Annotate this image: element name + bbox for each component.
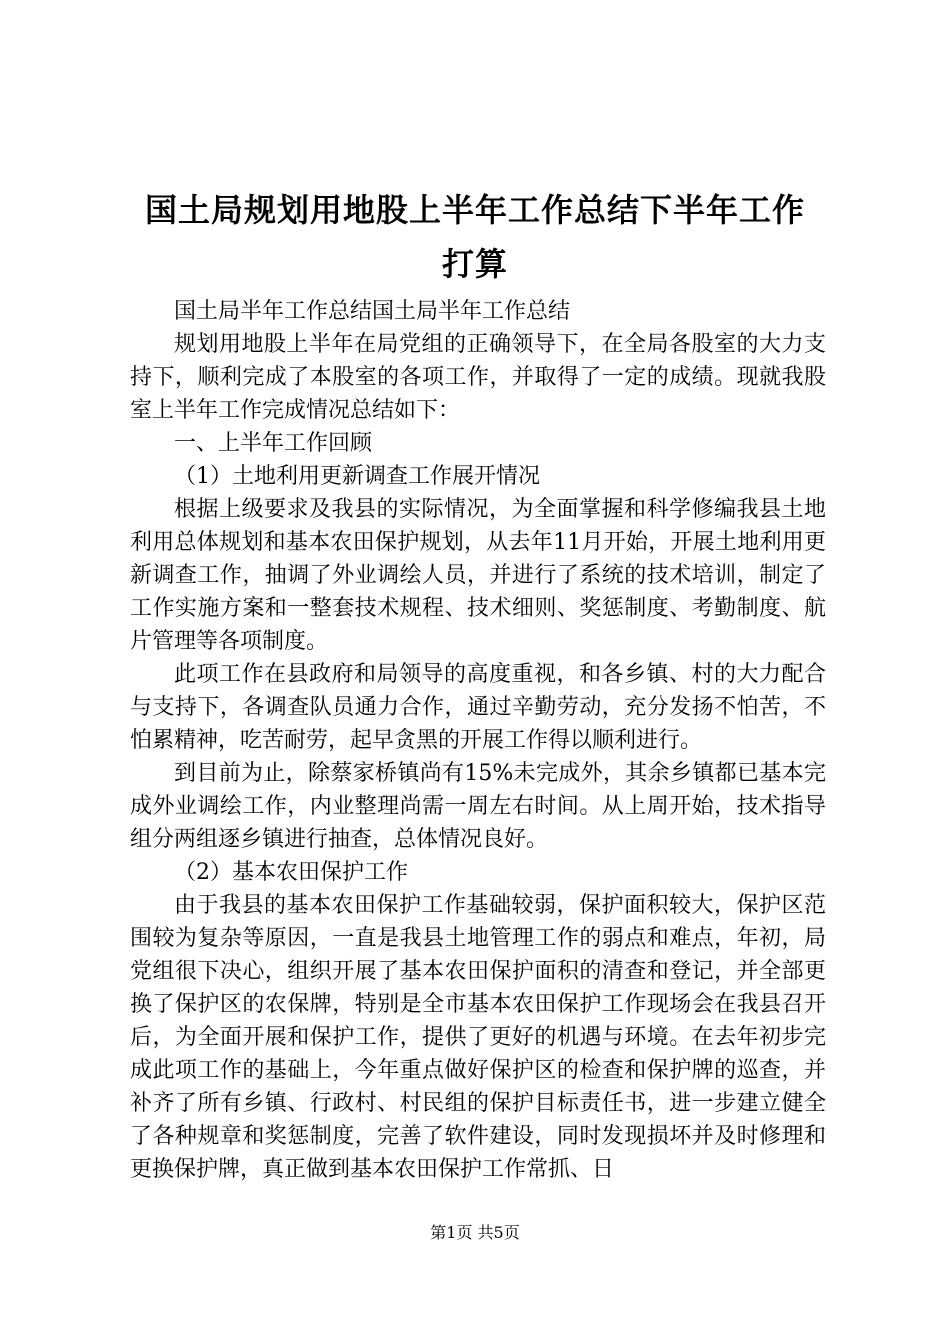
paragraph-farmland: 由于我县的基本农田保护工作基础较弱，保护面积较大，保护区范围较为复杂等原因，一直是我县土地管理工作的弱点和难点，年初，局党组很下决心，组织开展了基本农田保护面积的清查和登记，并全部更换了保护区的农保牌，特别是全市基本农田保护工作现场会在我县召开后，为全面开展和保护工作，提供了更好的机遇与环境。在去年初步完成此项工作的基础上，今年重点做好保护区的检查和保护牌的巡查，并补齐了所有乡镇、行政村、村民组的保护目标责任书，进一步建立健全了各种规章和奖惩制度，完善了软件建设，同时发现损坏并及时修理和更换保护牌，真正做到基本农田保护工作常抓、日 bbox=[130, 893, 826, 1182]
document-body bbox=[130, 295, 826, 1186]
page-footer: 第1页 共5页 bbox=[430, 1223, 520, 1242]
section-heading-review: 一、上半年工作回顾 bbox=[174, 431, 373, 456]
paragraph-land-survey: 根据上级要求及我县的实际情况，为全面掌握和科学修编我县土地利用总体规划和基本农田保护规划，从去年11月开始，开展土地利用更新调查工作，抽调了外业调绘人员，并进行了系统的技术培训，制定了工作实施方案和一整套技术规程、技术细则、奖惩制度、考勤制度、航片管理等各项制度。 bbox=[130, 497, 826, 654]
title-line-2: 打算 bbox=[441, 245, 508, 283]
paragraph-intro: 国土局半年工作总结国土局半年工作总结 bbox=[174, 299, 571, 324]
paragraph-progress: 到目前为止，除蔡家桥镇尚有15%未完成外，其余乡镇都已基本完成外业调绘工作，内业整理尚需一周左右时间。从上周开始，技术指导组分两组逐乡镇进行抽查，总体情况良好。 bbox=[130, 761, 826, 852]
paragraph-cooperation: 此项工作在县政府和局领导的高度重视，和各乡镇、村的大力配合与支持下，各调查队员通力合作，通过辛勤劳动，充分发扬不怕苦，不怕累精神，吃苦耐劳，起早贪黑的开展工作得以顺利进行。 bbox=[130, 662, 826, 753]
paragraph-summary: 规划用地股上半年在局党组的正确领导下，在全局各股室的大力支持下，顺利完成了本股室的各项工作，并取得了一定的成绩。现就我股室上半年工作完成情况总结如下： bbox=[130, 332, 826, 423]
subheading-land-survey: （1）土地利用更新调查工作展开情况 bbox=[174, 464, 540, 489]
document-title bbox=[110, 183, 840, 291]
title-line-1: 国土局规划用地股上半年工作总结下半年工作 bbox=[144, 191, 805, 229]
subheading-farmland: （2）基本农田保护工作 bbox=[174, 860, 408, 885]
